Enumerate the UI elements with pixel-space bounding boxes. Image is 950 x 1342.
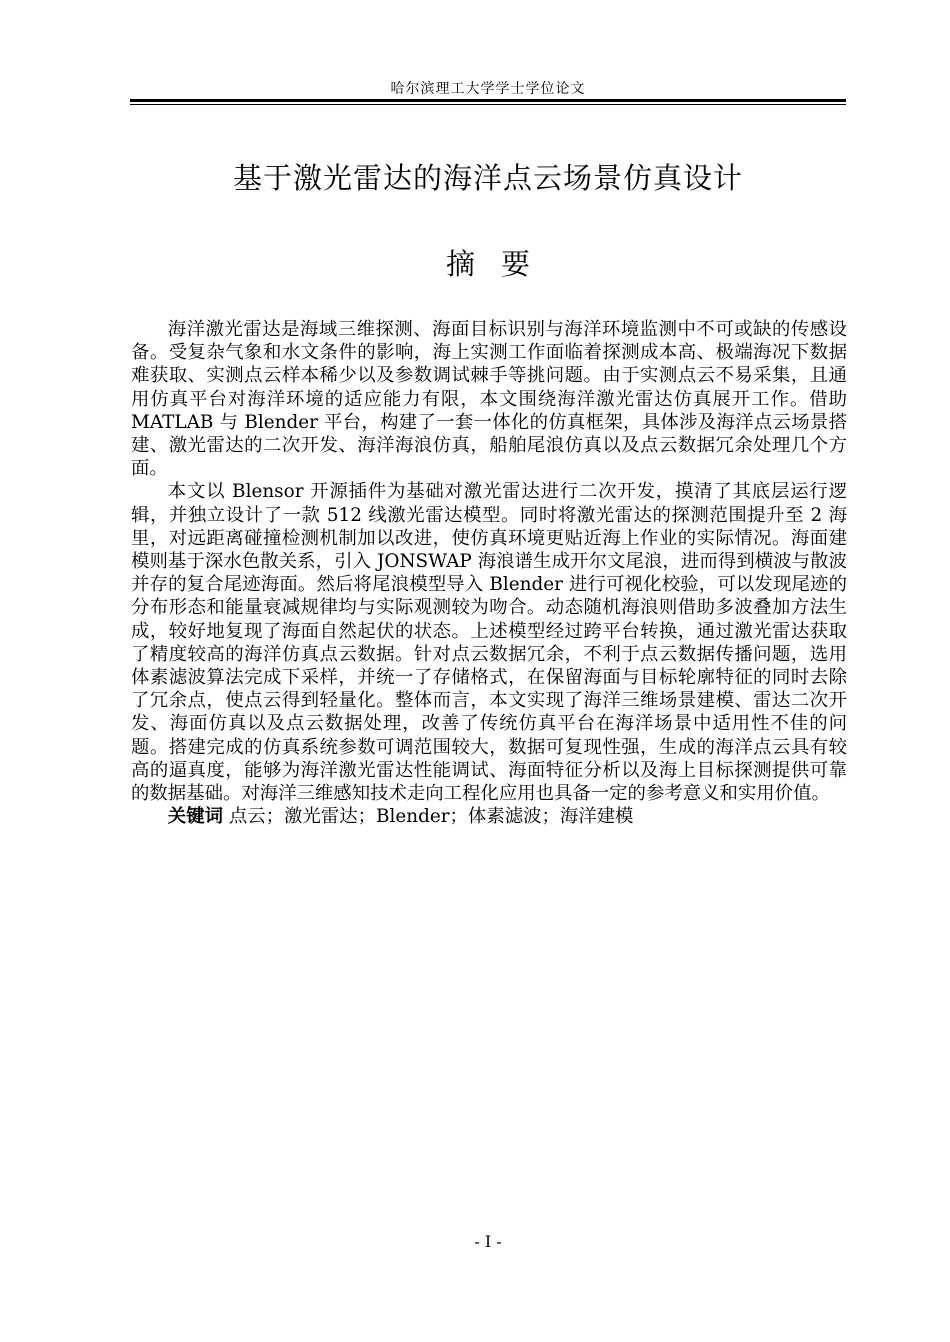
thesis-title: 基于激光雷达的海洋点云场景仿真设计 [232, 161, 743, 195]
header-rule [130, 99, 846, 105]
running-header: 哈尔滨理工大学学士学位论文 [390, 81, 586, 97]
abstract-paragraph-1: 海洋激光雷达是海域三维探测、海面目标识别与海洋环境监测中不可或缺的传感设备。受复杂气象和水文条件的影响，海上实测工作面临着探测成本高、极端海况下数据难获取、实测点云样本稀少以及参数调试棘手等挑问题。由于实测点云不易采集，且通用仿真平台对海洋环境的适应能力有限，本文围绕海洋激光雷达仿真展开工作。借助 MATLAB 与 Blender 平台，构建了一套一体化的仿真框架，具体涉及海洋点云场景搭建、激光雷达的二次开发、海洋海浪仿真，船舶尾浪仿真以及点云数据冗余处理几个方面。 [131, 319, 847, 480]
keywords-text: 点云；激光雷达；Blender；体素滤波；海洋建模 [228, 806, 634, 828]
page-number: - I - [474, 1232, 502, 1251]
abstract-body [131, 318, 847, 828]
abstract-paragraph-2: 本文以 Blensor 开源插件为基础对激光雷达进行二次开发，摸清了其底层运行逻辑，并独立设计了一款 512 线激光雷达模型。同时将激光雷达的探测范围提升至 2 海里，对远距离碰撞检测机制加以改进，使仿真环境更贴近海上作业的实际情况。海面建模则基于深水色散关系，引入 JONSWAP 海浪谱生成开尔文尾浪，进而得到横波与散波并存的复合尾迹海面。然后将尾浪模型导入 Blender 进行可视化校验，可以发现尾迹的分布形态和能量衰减规律均与实际观测较为吻合。动态随机海浪则借助多波叠加方法生成，较好地复现了海面自然起伏的状态。上述模型经过跨平台转换，通过激光雷达获取了精度较高的海洋仿真点云数据。针对点云数据冗余，不利于点云数据传播问题，选用体素滤波算法完成下采样，并统一了存储格式，在保留海面与目标轮廓特征的同时去除了冗余点，使点云得到轻量化。整体而言，本文实现了海洋三维场景建模、雷达二次开发、海面仿真以及点云数据处理，改善了传统仿真平台在海洋场景中适用性不佳的问题。搭建完成的仿真系统参数可调范围较大，数据可复现性强，生成的海洋点云具有较高的逼真度，能够为海洋激光雷达性能调试、海面特征分析以及海上目标探测提供可靠的数据基础。对海洋三维感知技术走向工程化应用也具备一定的参考意义和实用价值。 [131, 481, 847, 805]
keywords-line [131, 805, 847, 828]
keywords-label: 关键词 [167, 806, 223, 828]
abstract-heading: 摘要 [445, 247, 556, 281]
